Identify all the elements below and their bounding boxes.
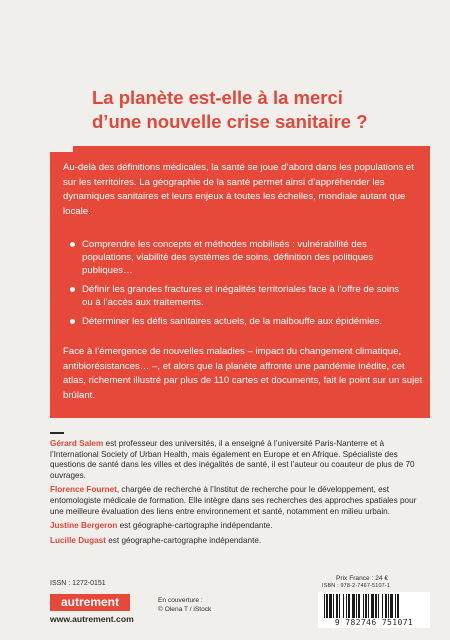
isbn-label: ISBN : 978-2-7467-5107-1 [322,583,391,589]
bullet-dot-icon [70,242,75,247]
headline-line-1: La planète est-elle à la merci [92,87,343,108]
author-description: est professeur des universités, il a enseigné à l’université Paris-Nanterre et à l’International Society of Urban Health, mais également en Europe et en Afrique. Spécialiste des questions de santé dans les villes et des inégalités de santé, il est l’auteur ou coauteur de plus de 70 ouvrages. [50,439,415,480]
cover-credit-label: En couverture : [158,597,203,604]
headline-line-2: d’une nouvelle crise sanitaire ? [92,111,368,132]
section-divider [50,432,64,434]
key-points-list [70,238,410,334]
key-point [70,283,410,309]
author-bio [50,521,430,532]
author-description: est géographe-cartographe indépendante. [117,521,273,531]
barcode-bars-icon [318,592,430,620]
author-bio [50,439,430,481]
key-point-text: Comprendre les concepts et méthodes mobilisés : vulnérabilité des populations, viabilité des systèmes de soins, définition des politiques publiques… [82,239,374,276]
key-point-text: Définir les grandes fractures et inégalités territoriales face à l’offre de soins ou à l’accès aux traitements. [82,284,400,308]
summary-panel [50,146,430,418]
author-name: Lucille Dugast [50,535,106,545]
panel-corner-notch [50,146,73,152]
bullet-dot-icon [70,287,75,292]
publisher-logo: autrement [50,594,130,611]
closing-paragraph: Face à l’émergence de nouvelles maladies – impact du changement climatique, antibiorésistances… –, et alors que la planète affronte une pandémie inédite, cet atlas, richement illustré par plus de 110 cartes et documents, fait le point sur un sujet brûlant. [63,346,423,401]
cover-credit [158,596,211,614]
barcode [318,592,430,628]
barcode-digits: 9 782746 751071 [318,618,430,627]
author-bio [50,485,430,517]
author-description: est géographe-cartographe indépendante. [105,535,262,545]
author-name: Gérard Salem [50,439,104,448]
author-name: Florence Fournet [50,485,117,495]
issn-label: ISSN : 1272-0151 [50,580,106,587]
author-bio [50,536,430,547]
author-description: , chargée de recherche à l’Institut de recherche pour le développement, est entomologiste médicale de formation. Elle intègre dans ses recherches des approches spatiales pour une meilleure évaluation des liens entre environnement et santé, notamment en milieu urbain. [50,485,417,516]
headline [92,86,412,134]
author-name: Justine Bergeron [50,521,118,531]
publisher-website-link[interactable]: www.autrement.com [50,614,134,624]
key-point [70,315,410,328]
intro-paragraph: Au-delà des définitions médicales, la santé se joue d’abord dans les populations et sur les territoires. La géographie de la santé permet ainsi d’appréhender les dynamiques sanitaires et leurs enjeux à toutes les échelles, mondiale autant que locale. [63,162,414,217]
author-bios [50,439,430,550]
key-point-text: Déterminer les défis sanitaires actuels, de la malbouffe aux épidémies. [82,316,383,327]
price-label: Prix France : 24 € [336,575,389,582]
key-point [70,238,410,277]
cover-credit-source: © Olena T / iStock [158,606,212,613]
bullet-dot-icon [70,319,75,324]
